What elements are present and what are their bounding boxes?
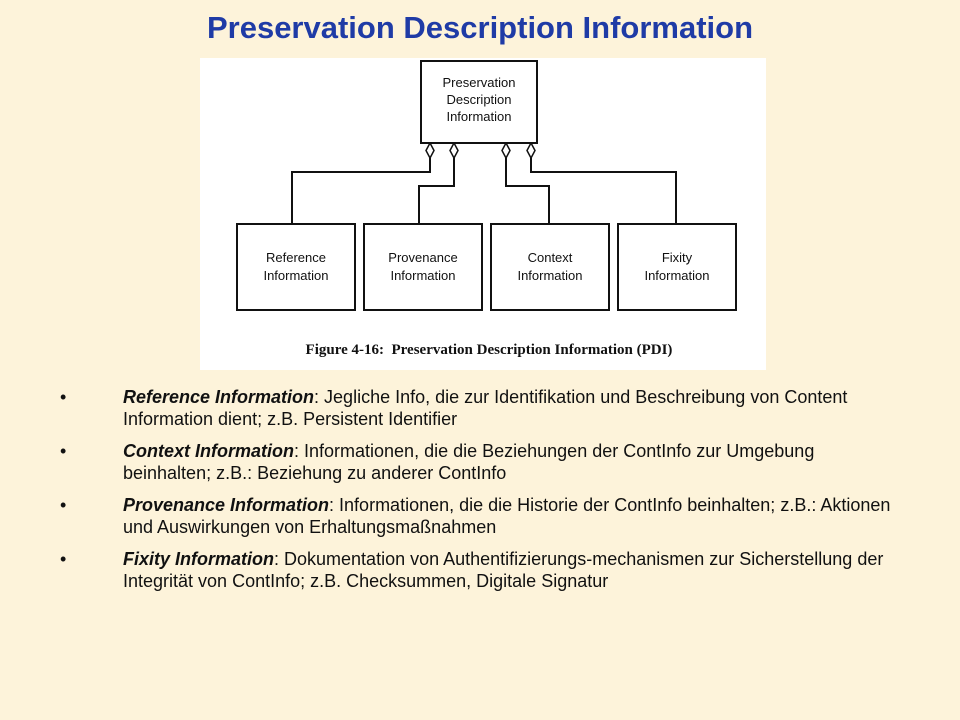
context-box-line-2: Information: [517, 268, 583, 283]
diamond-context: [502, 143, 510, 158]
connector-reference: [292, 158, 430, 224]
bullet-term: Context Information: [123, 441, 294, 461]
connector-provenance: [419, 158, 454, 224]
bullet-fixity-information: [60, 548, 900, 592]
bullet-provenance-information: [60, 494, 900, 538]
bullet-text: : Informationen, die die Beziehungen der ContInfo zur Umgebung beinhalten; z.B.: Beziehung zu anderer ContInfo: [123, 441, 815, 483]
diamond-fixity: [527, 143, 535, 158]
bullet-marker: •: [60, 495, 67, 515]
top-box-line-1: Preservation: [442, 75, 516, 90]
bullet-text: : Informationen, die die Historie der ContInfo beinhalten; z.B.: Aktionen und Auswirkungen von Erhaltungsmaßnahmen: [123, 495, 891, 537]
figure-caption: Figure 4-16: Preservation Description Information (PDI): [305, 342, 673, 358]
bullet-term: Provenance Information: [123, 495, 330, 515]
bullet-text: : Jegliche Info, die zur Identifikation und Beschreibung von Content Information dient; z.B. Persistent Identifier: [123, 387, 848, 429]
pdi-diagram: [200, 58, 766, 370]
bullet-term: Reference Information: [123, 387, 315, 407]
slide-title: Preservation Description Information: [206, 10, 754, 45]
reference-box-line-1: Reference: [266, 250, 326, 265]
box-fixity-information: [618, 224, 736, 310]
fixity-box-line-2: Information: [644, 268, 710, 283]
box-reference-information: [237, 224, 355, 310]
bullet-term: Fixity Information: [123, 549, 275, 569]
connector-context: [506, 158, 549, 224]
diamond-reference: [426, 143, 434, 158]
reference-box-line-2: Information: [263, 268, 329, 283]
fixity-box-line-1: Fixity: [661, 250, 693, 265]
top-box-line-3: Information: [446, 109, 512, 124]
box-provenance-information: [364, 224, 482, 310]
bullet-marker: •: [60, 387, 67, 407]
bullet-reference-information: [60, 386, 900, 430]
top-box-line-2: Description: [446, 92, 512, 107]
bullet-marker: •: [60, 441, 67, 461]
connector-fixity: [531, 158, 676, 224]
box-context-information: [491, 224, 609, 310]
bullet-context-information: [60, 440, 900, 484]
provenance-box-line-2: Information: [390, 268, 456, 283]
bullet-marker: •: [60, 549, 67, 569]
aggregation-diamonds: [426, 143, 535, 158]
connector-lines: [292, 158, 676, 224]
bullet-list: [60, 386, 900, 602]
pdi-diagram-figure: [200, 58, 766, 370]
context-box-line-1: Context: [527, 250, 573, 265]
provenance-box-line-1: Provenance: [388, 250, 458, 265]
diamond-provenance: [450, 143, 458, 158]
bullet-text: : Dokumentation von Authentifizierungs-mechanismen zur Sicherstellung der Integrität von ContInfo; z.B. Checksummen, Digitale Signatur: [123, 549, 884, 591]
